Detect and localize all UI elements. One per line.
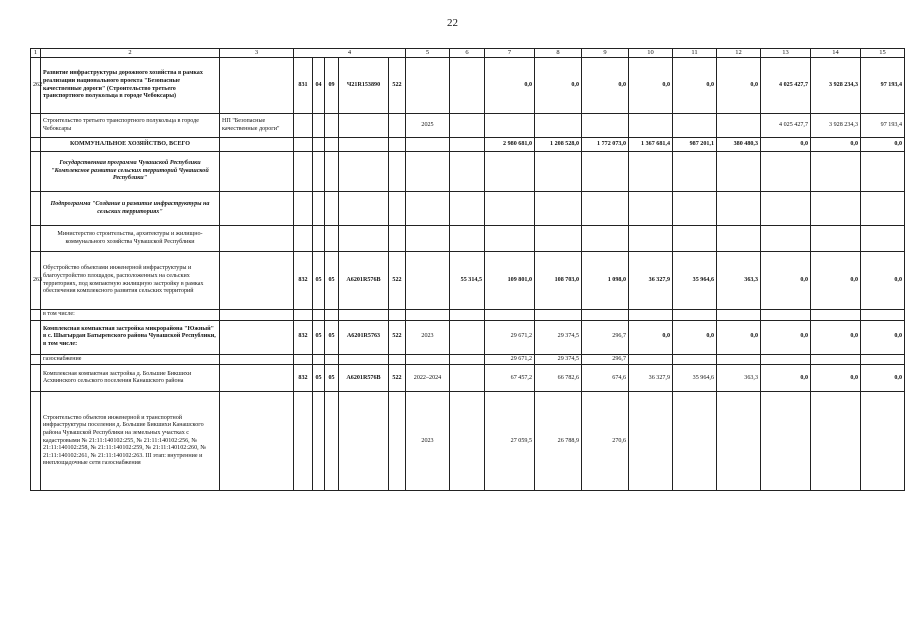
item-name: Строительство третьего транспортного полукольца в городе Чебоксары <box>41 114 220 138</box>
pr-code: 05 <box>325 252 339 310</box>
item-name: газоснабжение <box>41 354 220 365</box>
value-cell: 0,0 <box>673 58 717 114</box>
item-name: в том числе: <box>41 310 220 321</box>
row-number <box>31 114 41 138</box>
table-row <box>31 392 905 491</box>
value-cell: 1 772 073,0 <box>582 138 629 152</box>
column-number: 6 <box>450 49 485 58</box>
value-cell: 0,0 <box>673 320 717 354</box>
project-cell: НП "Безопасные качественные дороги" <box>220 114 294 138</box>
column-number: 8 <box>535 49 582 58</box>
column-number: 4 <box>294 49 406 58</box>
row-number: 263 <box>31 252 41 310</box>
rz-code: 04 <box>313 58 325 114</box>
program-name: Государственная программа Чувашской Республики "Комплексное развитие сельских территорий Чувашской Республики" <box>41 152 220 192</box>
value-cell: 29 671,2 <box>485 320 535 354</box>
column-number: 3 <box>220 49 294 58</box>
year-cell: 2023 <box>406 320 450 354</box>
column-number-row <box>31 49 905 58</box>
row-number: 262 <box>31 58 41 114</box>
value-cell: 29 374,5 <box>535 320 582 354</box>
column-number: 5 <box>406 49 450 58</box>
value-cell: 1 367 681,4 <box>629 138 673 152</box>
csr-code: Ч21R153890 <box>339 58 389 114</box>
value-cell <box>450 58 485 114</box>
value-cell: 363,3 <box>717 365 761 392</box>
grbs-code: 831 <box>294 58 313 114</box>
project-cell <box>220 58 294 114</box>
value-cell: 363,3 <box>717 252 761 310</box>
value-cell: 3 928 234,3 <box>811 114 861 138</box>
column-number: 1 <box>31 49 41 58</box>
pr-code: 09 <box>325 58 339 114</box>
value-cell: 0,0 <box>582 58 629 114</box>
column-number: 15 <box>861 49 905 58</box>
vr-code: 522 <box>389 365 406 392</box>
value-cell: 0,0 <box>629 320 673 354</box>
item-name: Обустройство объектами инженерной инфраструктуры и благоустройство площадок, расположенных на сельских территориях, под компактную жилищную застройку в рамках обеспечения комплексного развития сельских территорий <box>41 252 220 310</box>
year-cell: 2025 <box>406 114 450 138</box>
value-cell: 0,0 <box>717 320 761 354</box>
table-row <box>31 354 905 365</box>
value-cell: 97 193,4 <box>861 58 905 114</box>
value-cell: 0,0 <box>811 365 861 392</box>
value-cell: 0,0 <box>717 58 761 114</box>
column-number: 12 <box>717 49 761 58</box>
value-cell: 0,0 <box>811 138 861 152</box>
column-number: 14 <box>811 49 861 58</box>
value-cell: 108 703,0 <box>535 252 582 310</box>
vr-code: 522 <box>389 252 406 310</box>
value-cell: 0,0 <box>861 138 905 152</box>
value-cell: 55 314,5 <box>450 252 485 310</box>
column-number: 13 <box>761 49 811 58</box>
value-cell: 0,0 <box>761 365 811 392</box>
column-number: 7 <box>485 49 535 58</box>
budget-table <box>30 48 905 491</box>
value-cell: 36 327,9 <box>629 252 673 310</box>
table-row <box>31 58 905 114</box>
value-cell: 4 025 427,7 <box>761 58 811 114</box>
item-name: КОММУНАЛЬНОЕ ХОЗЯЙСТВО, ВСЕГО <box>41 138 220 152</box>
rz-code: 05 <box>313 320 325 354</box>
table-row <box>31 365 905 392</box>
value-cell: 29 374,5 <box>535 354 582 365</box>
item-name: Строительство объектов инженерной и транспортной инфраструктуры поселения д. Большие Бикшихи Канашского района Чувашской Республики на земельных участках с кадастровыми № 21:11:140102:255, № 21:11:140102:256, № 21:11:140102:258, № 21:11:140102:259, № 21:11:140102:260, № 21:11:140102:261, № 21:11:140102:263. III этап: внутренние и внеплощадочные сети газоснабжения <box>41 392 220 491</box>
subprogram-name: Подпрограмма "Создание и развитие инфраструктуры на сельских территориях" <box>41 192 220 226</box>
value-cell: 0,0 <box>811 252 861 310</box>
value-cell: 0,0 <box>761 320 811 354</box>
value-cell: 29 671,2 <box>485 354 535 365</box>
item-name: Комплексная компактная застройка микрорайона "Южный" в с. Шыгырдан Батыревского района Чувашской Республики, в том числе: <box>41 320 220 354</box>
value-cell: 26 788,9 <box>535 392 582 491</box>
table-row <box>31 192 905 226</box>
column-number: 9 <box>582 49 629 58</box>
value-cell: 1 098,0 <box>582 252 629 310</box>
value-cell: 0,0 <box>761 138 811 152</box>
csr-code: А6201R5763 <box>339 320 389 354</box>
value-cell: 2 980 681,0 <box>485 138 535 152</box>
table-row <box>31 320 905 354</box>
value-cell: 0,0 <box>761 252 811 310</box>
value-cell: 0,0 <box>485 58 535 114</box>
table-row <box>31 310 905 321</box>
rz-code: 05 <box>313 252 325 310</box>
value-cell: 270,6 <box>582 392 629 491</box>
value-cell: 1 208 528,0 <box>535 138 582 152</box>
value-cell: 67 457,2 <box>485 365 535 392</box>
value-cell: 0,0 <box>861 320 905 354</box>
value-cell: 0,0 <box>629 58 673 114</box>
value-cell: 66 782,6 <box>535 365 582 392</box>
pr-code: 05 <box>325 365 339 392</box>
table-row-total <box>31 138 905 152</box>
value-cell: 27 059,5 <box>485 392 535 491</box>
pr-code: 05 <box>325 320 339 354</box>
value-cell: 3 928 234,3 <box>811 58 861 114</box>
csr-code: А6201R576В <box>339 252 389 310</box>
value-cell: 0,0 <box>861 365 905 392</box>
year-cell: 2023 <box>406 392 450 491</box>
page-number: 22 <box>447 17 458 29</box>
grbs-code: 832 <box>294 252 313 310</box>
column-number: 2 <box>41 49 220 58</box>
table-row <box>31 152 905 192</box>
value-cell: 296,7 <box>582 320 629 354</box>
value-cell: 0,0 <box>861 252 905 310</box>
column-number: 11 <box>673 49 717 58</box>
value-cell: 0,0 <box>535 58 582 114</box>
value-cell: 4 025 427,7 <box>761 114 811 138</box>
item-name: Развитие инфраструктуры дорожного хозяйства в рамках реализации национального проекта "Безопасные качественные дороги" (Строительство третьего транспортного полукольца в городе Чебоксары) <box>41 58 220 114</box>
item-name: Комплексная компактная застройка д. Большие Бикшихи Асхвинского сельского поселения Канашского района <box>41 365 220 392</box>
table-row <box>31 226 905 252</box>
value-cell: 97 193,4 <box>861 114 905 138</box>
value-cell: 674,6 <box>582 365 629 392</box>
value-cell: 987 201,1 <box>673 138 717 152</box>
value-cell: 36 327,9 <box>629 365 673 392</box>
vr-code: 522 <box>389 58 406 114</box>
table-row <box>31 252 905 310</box>
column-number: 10 <box>629 49 673 58</box>
value-cell: 380 480,3 <box>717 138 761 152</box>
year-cell <box>406 58 450 114</box>
ministry-name: Министерство строительства, архитектуры и жилищно-коммунального хозяйства Чувашской Республики <box>41 226 220 252</box>
csr-code: А6201R576В <box>339 365 389 392</box>
value-cell: 109 801,0 <box>485 252 535 310</box>
grbs-code: 832 <box>294 320 313 354</box>
value-cell: 296,7 <box>582 354 629 365</box>
grbs-code: 832 <box>294 365 313 392</box>
year-cell: 2022–2024 <box>406 365 450 392</box>
rz-code: 05 <box>313 365 325 392</box>
vr-code: 522 <box>389 320 406 354</box>
value-cell: 35 964,6 <box>673 252 717 310</box>
table-row <box>31 114 905 138</box>
value-cell: 0,0 <box>811 320 861 354</box>
value-cell: 35 964,6 <box>673 365 717 392</box>
